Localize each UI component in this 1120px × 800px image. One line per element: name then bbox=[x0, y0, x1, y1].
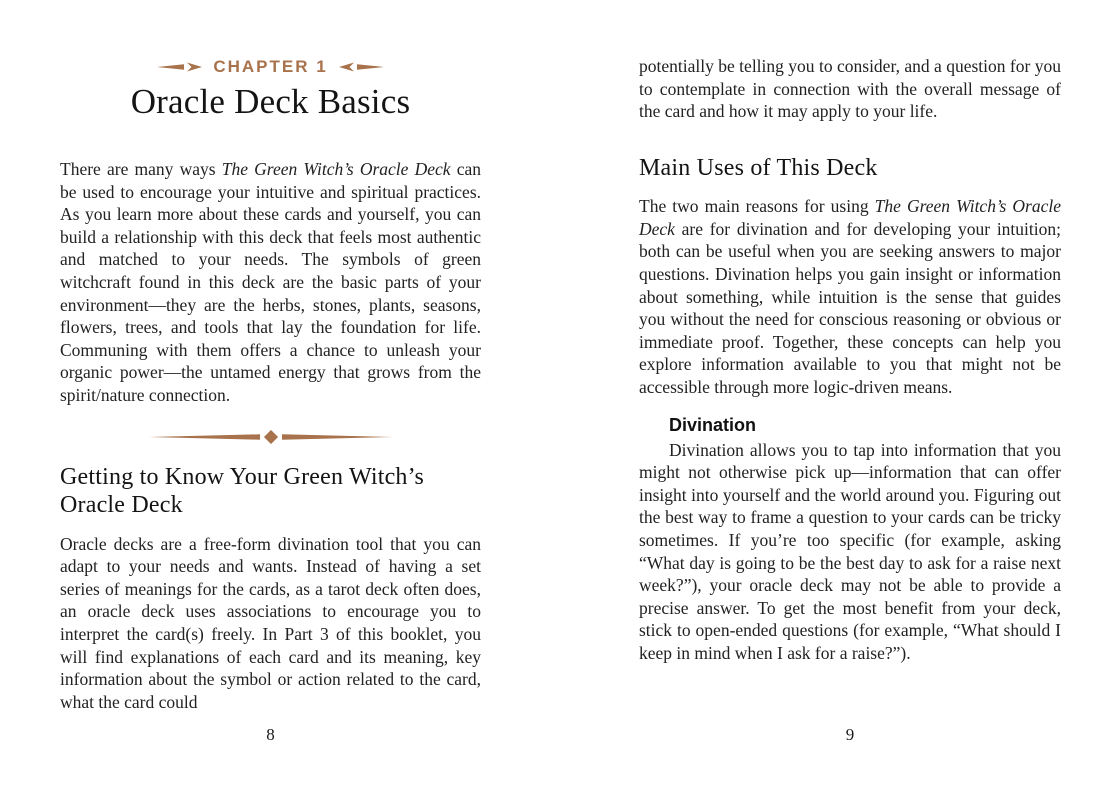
intro-text-before: There are many ways bbox=[60, 159, 222, 179]
subsection-body-divination: Divination allows you to tap into information that you might not otherwise pick up—information that can offer insight into yourself and the world around you. Figuring out the best way to frame a question to your cards can be tricky sometimes. If you’re too specific (for example, asking “What day is going to be the best day to ask for a raise next week?”), your oracle deck may not be able to provide a precise answer. To get the most benefit from your deck, stick to open-ended questions (for example, “What should I keep in mind when I ask for a raise?”). bbox=[639, 439, 1061, 663]
page-number-right: 9 bbox=[845, 725, 855, 744]
intro-text-after: can be used to encourage your intuitive and spiritual practices. As you learn more about these cards and yourself, you can build a relationship with this deck that feels most authentic and matched to your needs. The symbols of green witchcraft found in this deck are the basic parts of your environment—they are the herbs, stones, plants, seasons, flowers, trees, and tools that lay the foundation for life. Communing with them offers a chance to unleash your organic power—the untamed energy that grows from the spirit/nature connection. bbox=[60, 159, 481, 405]
section-heading-getting-to-know: Getting to Know Your Green Witch’s Oracle Deck bbox=[60, 463, 425, 519]
chapter-kicker-label: CHAPTER 1 bbox=[213, 57, 328, 76]
chapter-kicker bbox=[60, 57, 481, 77]
section-heading-main-uses: Main Uses of This Deck bbox=[639, 154, 878, 181]
subsection-heading-divination: Divination bbox=[669, 414, 757, 435]
book-title-italic: The Green Witch’s Oracle Deck bbox=[221, 159, 451, 179]
section-body-left: Oracle decks are a free-form divination tool that you can adapt to your needs and wants. Instead of having a set series of meanings for the cards, as a tarot deck often does, an oracle deck uses associations to encourage you to interpret the card(s) freely. In Part 3 of this booklet, you will find explanations of each card and its meaning, key information about the symbol or action related to the card, what the card could bbox=[60, 533, 481, 712]
section-body-right bbox=[639, 195, 1061, 398]
left-page bbox=[60, 0, 481, 800]
section-divider bbox=[60, 430, 481, 444]
page-number-left: 8 bbox=[266, 725, 275, 744]
uses-text-after: are for divination and for developing your intuition; both can be useful when you are seeking answers to major questions. Divination helps you gain insight or information about something, while intuition is the sense that guides you without the need for conscious reasoning or obvious or immediate proof. Together, these concepts can help you explore information available to you that might not be accessible through more logic-driven means. bbox=[639, 218, 1061, 398]
chapter-title: Oracle Deck Basics bbox=[130, 82, 411, 121]
book-title-italic-right: The Green Witch’s Oracle Deck bbox=[639, 196, 1061, 239]
right-page bbox=[639, 0, 1061, 800]
chapter-arrow-left-icon bbox=[157, 61, 202, 73]
uses-text-before: The two main reasons for using bbox=[639, 196, 875, 217]
divider-ornament-icon bbox=[149, 430, 393, 444]
chapter-arrow-right-icon bbox=[339, 61, 384, 73]
intro-paragraph bbox=[60, 158, 481, 407]
continuation-paragraph: potentially be telling you to consider, and a question for you to contemplate in connection with the overall message of the card and how it may apply to your life. bbox=[639, 56, 1061, 122]
